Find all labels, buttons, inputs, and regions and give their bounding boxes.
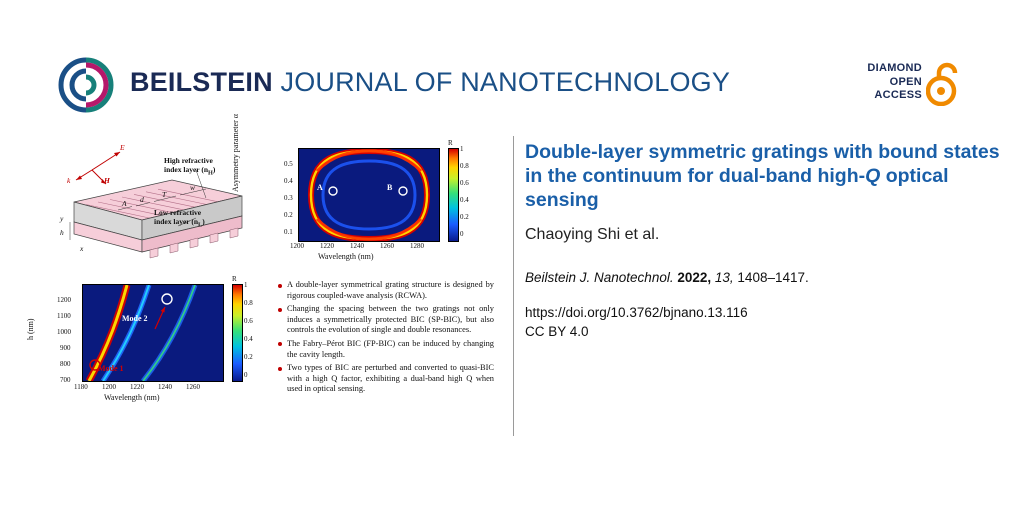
- highlights-list: [278, 280, 494, 398]
- asym-xtick-3: 1260: [380, 242, 394, 250]
- h-ytick-5: 1200: [57, 296, 71, 304]
- article-info: [525, 140, 1001, 341]
- asym-ytick-3: 0.4: [284, 177, 293, 185]
- label-low-line1: Low refractive: [154, 208, 202, 217]
- asym-cb-tick-0: 1: [460, 145, 464, 153]
- open-lock-icon: [926, 60, 966, 106]
- h-ytick-4: 1100: [57, 312, 71, 320]
- list-item: Two types of BIC are perturbed and converted to quasi-BIC with a high Q factor, exhibiting a dual-band high Q when used in optical sensing.: [278, 363, 494, 395]
- h-xtick-0: 1180: [74, 383, 88, 391]
- journal-title: [130, 67, 730, 98]
- h-cb-tick-2: 0.6: [244, 317, 253, 325]
- oa-line-3: ACCESS: [874, 89, 922, 101]
- h-xtick-3: 1240: [158, 383, 172, 391]
- asym-ytick-2: 0.3: [284, 194, 293, 202]
- asym-ytick-4: 0.5: [284, 160, 293, 168]
- dim-label-d: d: [140, 195, 144, 204]
- article-doi-link[interactable]: https://doi.org/10.3762/bjnano.13.116: [525, 305, 748, 320]
- label-high-line2: index layer (n: [164, 165, 209, 174]
- beilstein-spiral-logo-icon: [58, 57, 114, 113]
- open-access-badge: [841, 56, 966, 112]
- h-colorbar-title: R: [232, 275, 237, 283]
- asym-xtick-2: 1240: [350, 242, 364, 250]
- citation-year: 2022,: [677, 270, 712, 285]
- asymmetry-heatmap: [298, 148, 440, 242]
- h-cb-tick-1: 0.8: [244, 299, 253, 307]
- asym-ytick-1: 0.2: [284, 211, 293, 219]
- label-high-line1: High refractive: [164, 156, 213, 165]
- graphical-abstract: [26, 114, 495, 430]
- h-ytick-1: 800: [60, 360, 71, 368]
- column-divider: [513, 136, 514, 436]
- journal-title-light: JOURNAL OF NANOTECHNOLOGY: [272, 67, 731, 97]
- h-xtick-1: 1200: [102, 383, 116, 391]
- citation-volume: 13,: [711, 270, 734, 285]
- asym-colorbar-title: R: [448, 139, 453, 147]
- h-cb-tick-4: 0.2: [244, 353, 253, 361]
- asym-ylabel: Asymmetry parameter α: [231, 114, 240, 192]
- h-cb-tick-3: 0.4: [244, 335, 253, 343]
- article-title: [525, 140, 1001, 212]
- article-title-part2: optical sensing: [525, 165, 949, 211]
- list-item: A double-layer symmetrical grating structure is designed by rigorous coupled-wave analysis (RCWA).: [278, 280, 494, 301]
- asym-colorbar: [448, 148, 459, 242]
- label-high-line3: ): [212, 165, 216, 174]
- article-title-part1: Double-layer symmetric gratings with bound states in the continuum for dual-band high-: [525, 141, 1000, 187]
- asymmetry-heatmap-panel: [231, 114, 483, 270]
- citation-journal: Beilstein J. Nanotechnol.: [525, 270, 678, 285]
- h-ytick-2: 900: [60, 344, 71, 352]
- list-item: The Fabry–Pérot BIC (FP-BIC) can be induced by changing the cavity length.: [278, 339, 494, 360]
- schematic-label-low-index: [154, 208, 205, 229]
- asym-xtick-4: 1280: [410, 242, 424, 250]
- asym-cb-tick-2: 0.6: [460, 179, 469, 187]
- article-authors: Chaoying Shi et al.: [525, 226, 660, 243]
- h-ytick-3: 1000: [57, 328, 71, 336]
- axis-label-h: h: [60, 228, 64, 237]
- dim-label-T: T: [162, 190, 167, 199]
- grating-schematic: [46, 140, 256, 260]
- asym-cb-tick-3: 0.4: [460, 196, 469, 204]
- h-xtick-2: 1220: [130, 383, 144, 391]
- annotation-mode-2: Mode 2: [122, 314, 148, 323]
- annotation-A: A: [317, 183, 323, 192]
- h-cb-tick-5: 0: [244, 371, 248, 379]
- axis-label-x: x: [80, 244, 84, 253]
- h-xlabel: Wavelength (nm): [104, 393, 160, 402]
- schematic-label-high-index: [164, 156, 215, 177]
- annotation-mode-1: Mode 1: [98, 364, 124, 373]
- asym-cb-tick-5: 0: [460, 230, 464, 238]
- h-ytick-0: 700: [60, 376, 71, 384]
- list-item: Changing the spacing between the two gratings not only induces a symmetrically protected BIC (SP-BIC), but also controls the evolution of single and double resonances.: [278, 304, 494, 336]
- cavity-length-heatmap-panel: [26, 275, 266, 410]
- oa-line-1: DIAMOND: [867, 62, 922, 74]
- h-cb-tick-0: 1: [244, 281, 248, 289]
- asym-xtick-0: 1200: [290, 242, 304, 250]
- asym-cb-tick-1: 0.8: [460, 162, 469, 170]
- article-citation: [525, 270, 1001, 285]
- oa-line-2: OPEN: [889, 75, 922, 88]
- label-low-line3: ): [202, 217, 205, 226]
- asym-ytick-0: 0.1: [284, 228, 293, 236]
- open-access-text: [867, 62, 922, 103]
- article-license: CC BY 4.0: [525, 324, 589, 339]
- axis-label-y: y: [60, 214, 64, 223]
- asym-cb-tick-4: 0.2: [460, 213, 469, 221]
- page-header: [0, 0, 1024, 128]
- label-high-sub: H: [208, 169, 213, 177]
- article-doi-block: [525, 303, 1001, 341]
- label-low-sub: L: [198, 221, 203, 229]
- dim-label-w: w: [190, 183, 196, 192]
- axis-label-k: k: [67, 176, 71, 185]
- annotation-B: B: [387, 183, 393, 192]
- journal-title-bold: BEILSTEIN: [130, 67, 273, 97]
- dim-label-A: A: [122, 199, 127, 208]
- h-ylabel: h (nm): [26, 318, 35, 340]
- label-low-line2: index layer (n: [154, 217, 199, 226]
- citation-pages: 1408–1417.: [733, 270, 809, 285]
- asym-xlabel: Wavelength (nm): [318, 252, 374, 261]
- h-xtick-4: 1260: [186, 383, 200, 391]
- axis-label-H: H: [104, 176, 110, 185]
- h-colorbar: [232, 284, 243, 382]
- article-title-italic: Q: [865, 165, 881, 187]
- axis-label-E: E: [120, 143, 125, 152]
- asym-xtick-1: 1220: [320, 242, 334, 250]
